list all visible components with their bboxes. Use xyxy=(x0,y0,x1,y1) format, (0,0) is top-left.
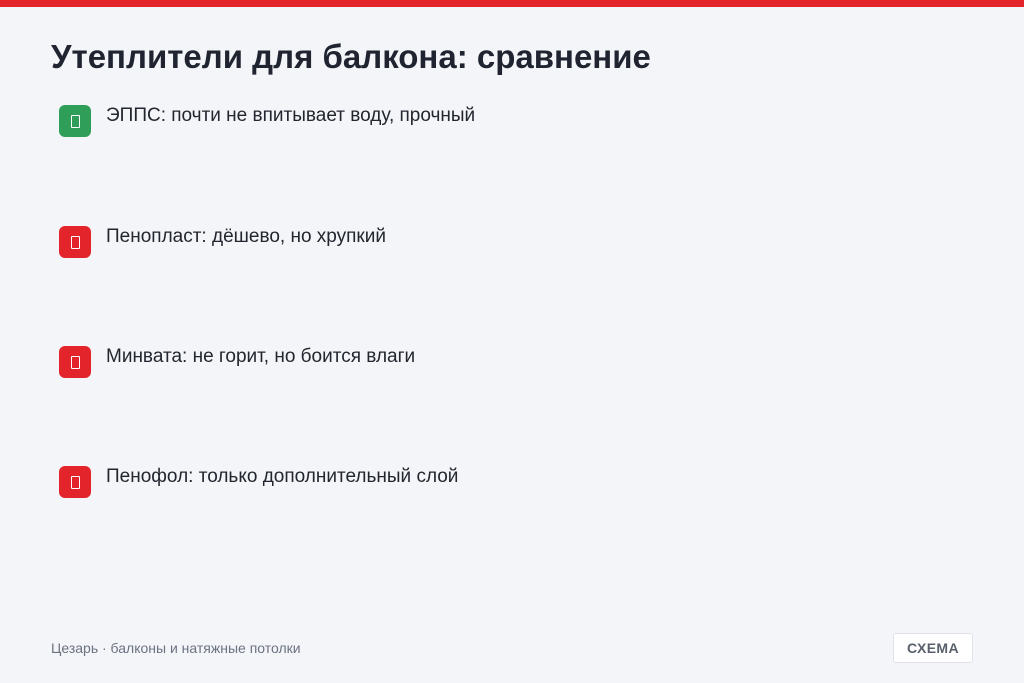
square-icon xyxy=(71,476,80,489)
list-item-label: ЭППС: почти не впитывает воду, прочный xyxy=(106,105,476,126)
list-item-label: Минвата: не горит, но боится влаги xyxy=(106,346,416,367)
negative-badge xyxy=(59,226,91,258)
list-item-label: Пенофол: только дополнительный слой xyxy=(106,466,459,487)
top-accent-bar xyxy=(0,0,1024,7)
negative-badge xyxy=(59,466,91,498)
list-item-penofol xyxy=(59,466,458,498)
page-title: Утеплители для балкона: сравнение xyxy=(51,38,651,75)
list-item-minvata xyxy=(59,346,415,378)
positive-badge xyxy=(59,105,91,137)
square-icon xyxy=(71,356,80,369)
square-icon xyxy=(71,236,80,249)
list-item-label: Пенопласт: дёшево, но хрупкий xyxy=(106,226,386,247)
list-item-penoplast xyxy=(59,226,386,258)
footer-caption: Цезарь · балконы и натяжные потолки xyxy=(51,640,301,656)
list-item-epps xyxy=(59,105,475,137)
square-icon xyxy=(71,115,80,128)
schema-button[interactable]: СХЕМА xyxy=(893,633,973,663)
negative-badge xyxy=(59,346,91,378)
